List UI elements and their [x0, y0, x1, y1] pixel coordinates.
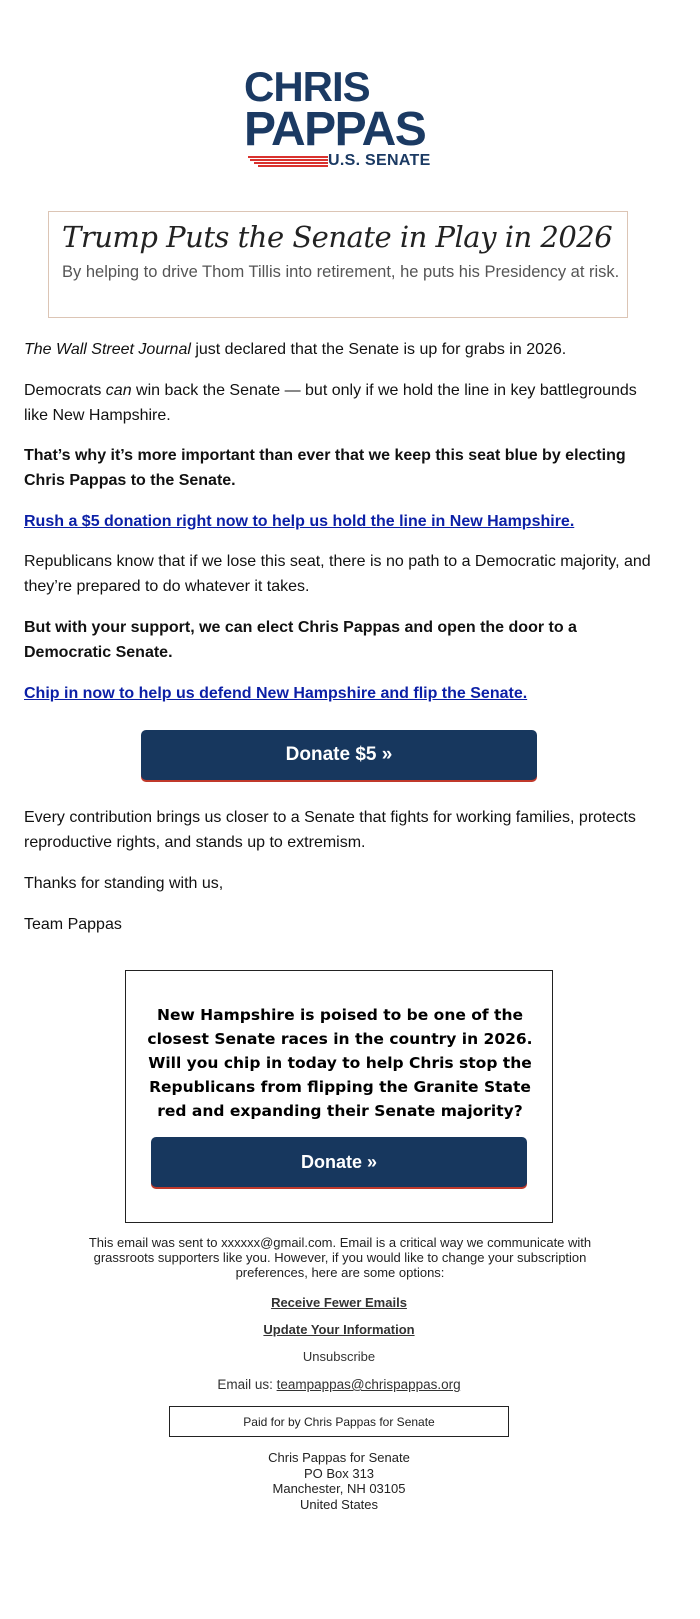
campaign-logo	[244, 63, 444, 170]
donate-link-1-wrapper	[24, 509, 664, 534]
address-line: United States	[299, 1496, 379, 1512]
mailing-address	[0, 1450, 678, 1512]
address-line: Chris Pappas for Senate	[268, 1450, 410, 1465]
paragraph-wsj-text: just declared that the Senate is up for grabs in 2026.	[190, 341, 567, 358]
paragraph-democrats	[24, 378, 664, 428]
email-address-link[interactable]: teampappas@chrispappas.org	[276, 1377, 461, 1392]
paragraph-every-contribution: Every contribution brings us closer to a Senate that fights for working families, protects reproductive rights, and stands up to extremism.	[24, 809, 636, 851]
logo-stripes-icon	[248, 156, 328, 170]
donate-link-flip-senate[interactable]: Chip in now to help us defend New Hampshire and flip the Senate.	[24, 685, 528, 702]
donate-5-button[interactable]: Donate $5 »	[141, 730, 537, 780]
paragraph-democrats-start: Democrats	[24, 382, 106, 399]
address-line: Manchester, NH 03105	[272, 1481, 406, 1496]
news-headline-card	[48, 211, 628, 318]
appeal-text: New Hampshire is poised to be one of the closest Senate races in the country in 2026. Will you chip in today to help Chris stop the Republicans from flipping the Granite State red and expanding their Senate majority?	[147, 1006, 533, 1120]
paragraph-keep-seat-blue: That’s why it’s more important than ever that we keep this seat blue by electing Chris Pappas to the Senate.	[24, 447, 626, 489]
footer-fewer-emails	[0, 1295, 678, 1310]
paragraph-with-your-support: But with your support, we can elect Chris Pappas and open the door to a Democratic Senate.	[24, 619, 577, 661]
appeal-box	[125, 970, 553, 1223]
paragraph-thanks: Thanks for standing with us,	[24, 875, 224, 892]
footer-update-info	[0, 1322, 678, 1337]
donate-button[interactable]: Donate »	[151, 1137, 527, 1187]
logo-last-name: PAPPAS	[244, 103, 426, 156]
address-line: PO Box 313	[303, 1465, 375, 1481]
donate-link-2-wrapper	[24, 681, 664, 706]
headline-title: Trump Puts the Senate in Play in 2026	[62, 220, 613, 254]
paragraph-wsj	[24, 337, 664, 362]
logo-office: U.S. SENATE	[328, 152, 431, 169]
receive-fewer-emails-link[interactable]: Receive Fewer Emails	[271, 1295, 407, 1310]
wsj-source: The Wall Street Journal	[24, 341, 191, 358]
logo-first-name: CHRIS	[244, 63, 370, 110]
donate-link-hold-the-line[interactable]: Rush a $5 donation right now to help us hold the line in New Hampshire.	[24, 513, 575, 530]
email-label: Email us:	[217, 1377, 277, 1392]
unsubscribe-link[interactable]: Unsubscribe	[302, 1349, 376, 1364]
paragraph-republicans: Republicans know that if we lose this seat, there is no path to a Democratic majority, and they’re prepared to do whatever it takes.	[24, 553, 651, 595]
signature: Team Pappas	[24, 916, 122, 933]
paragraph-democrats-text: win back the Senate — but only if we hold the line in key battlegrounds like New Hampshire.	[24, 382, 637, 424]
headline-subtitle: By helping to drive Thom Tillis into retirement, he puts his Presidency at risk.	[62, 263, 620, 281]
paid-for-disclaimer: Paid for by Chris Pappas for Senate	[169, 1406, 509, 1437]
footer-email	[0, 1377, 678, 1392]
footer-note: This email was sent to xxxxxx@gmail.com. Email is a critical way we communicate with grassroots supporters like you. However, if you would like to change your subscription preferences, here are some options:	[88, 1235, 592, 1280]
update-information-link[interactable]: Update Your Information	[263, 1322, 415, 1337]
paragraph-democrats-emphasis: can	[105, 382, 132, 399]
